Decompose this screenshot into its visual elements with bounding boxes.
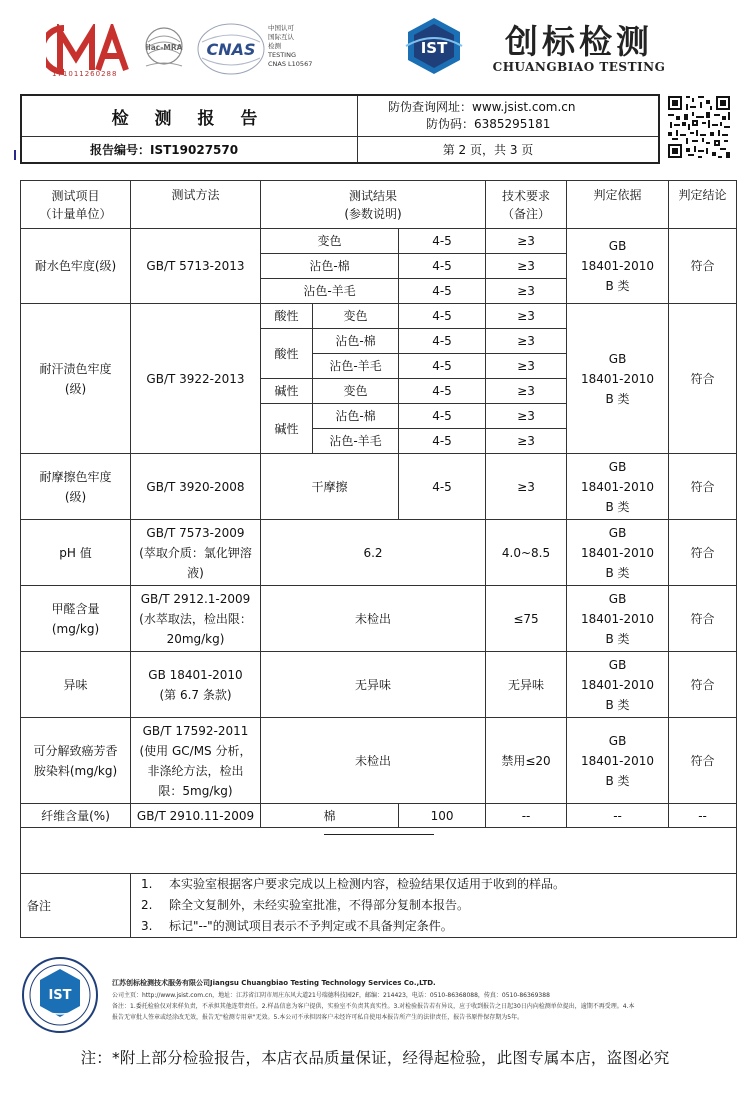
fiber-basis: -- (567, 804, 669, 828)
ph-item: pH 值 (21, 520, 131, 586)
rub-basis: GB 18401-2010 B 类 (567, 454, 669, 520)
brand-name-cn: 创标检测 (505, 22, 653, 61)
fiber-item: 纤维含量(%) (21, 804, 131, 828)
ph-basis: GB 18401-2010 B 类 (567, 520, 669, 586)
cnas-logo-text: CNAS (206, 40, 256, 59)
sweat-label: 沾色-羊毛 (313, 429, 399, 454)
header-method: 测试方法 (131, 181, 261, 229)
water-value: 4-5 (399, 229, 486, 254)
sweat-req: ≥3 (486, 404, 567, 429)
header-requirement: 技术要求 （备注） (486, 181, 567, 229)
water-conclusion: 符合 (669, 229, 737, 304)
list-item: 3. 标记"--"的测试项目表示不予判定或不具备判定条件。 (141, 919, 453, 933)
cma-number: 171011260288 (52, 70, 118, 78)
sweat-value: 4-5 (399, 379, 486, 404)
company-address: 公司主页：http://www.jsist.com.cn，地址：江苏省江阴市周庄东风大道21号瑞德科技园2F，邮编：214423，电话：0510-86368088，传真：0510-86369388 (112, 992, 550, 999)
ph-req: 4.0~8.5 (486, 520, 567, 586)
remarks-row (21, 874, 737, 938)
azo-req: 禁用≤20 (486, 718, 567, 804)
sweat-conclusion: 符合 (669, 304, 737, 454)
sweat-label: 沾色-棉 (313, 329, 399, 354)
sweat-value: 4-5 (399, 404, 486, 429)
formaldehyde-req: ≤75 (486, 586, 567, 652)
sweat-acid-cond: 酸性 (261, 304, 313, 329)
header-basis: 判定依据 (567, 181, 669, 229)
odor-value: 无异味 (261, 652, 486, 718)
ilac-mra-logo (138, 26, 190, 72)
sweat-basis: GB 18401-2010 B 类 (567, 304, 669, 454)
water-label: 沾色-羊毛 (261, 279, 399, 304)
table-row (21, 652, 737, 718)
cnas-line: TESTING (268, 51, 296, 59)
report-number: 报告编号：IST19027570 (22, 137, 358, 162)
sweat-value: 4-5 (399, 329, 486, 354)
brand-name-en: CHUANGBIAO TESTING (492, 60, 666, 74)
formaldehyde-item: 甲醛含量 (mg/kg) (21, 586, 131, 652)
odor-conclusion: 符合 (669, 652, 737, 718)
sweat-label: 变色 (313, 304, 399, 329)
company-details (112, 990, 635, 1023)
sweat-req: ≥3 (486, 304, 567, 329)
table-row (21, 304, 737, 329)
end-of-data-line (324, 834, 434, 835)
cma-logo (46, 24, 132, 76)
odor-item: 异味 (21, 652, 131, 718)
water-label: 变色 (261, 229, 399, 254)
ist-logo (402, 16, 466, 76)
report-title-box (20, 94, 660, 164)
water-basis: GB 18401-2010 B 类 (567, 229, 669, 304)
water-req: ≥3 (486, 254, 567, 279)
azo-value: 未检出 (261, 718, 486, 804)
table-row (21, 229, 737, 254)
odor-req: 无异味 (486, 652, 567, 718)
table-row (21, 520, 737, 586)
azo-method: GB/T 17592-2011 (使用 GC/MS 分析， 非涤纶方法，检出 限：5mg/kg) (131, 718, 261, 804)
header-conclusion: 判定结论 (669, 181, 737, 229)
edge-mark (14, 150, 16, 160)
cnas-line: 中国认可 (268, 24, 294, 32)
sweat-label: 沾色-棉 (313, 404, 399, 429)
water-value: 4-5 (399, 279, 486, 304)
sweat-alkali-cond: 碱性 (261, 404, 313, 454)
rub-method: GB/T 3920-2008 (131, 454, 261, 520)
ph-method: GB/T 7573-2009 (萃取介质：氯化钾溶 液) (131, 520, 261, 586)
company-seal (20, 955, 100, 1035)
sweat-req: ≥3 (486, 429, 567, 454)
sweat-value: 4-5 (399, 304, 486, 329)
formaldehyde-basis: GB 18401-2010 B 类 (567, 586, 669, 652)
odor-method: GB 18401-2010 (第 6.7 条款) (131, 652, 261, 718)
azo-item: 可分解致癌芳香 胺染料(mg/kg) (21, 718, 131, 804)
header-result: 测试结果 (参数说明) (261, 181, 486, 229)
remarks-content (131, 874, 737, 938)
verify-url: 防伪查询网址：www.jsist.com.cn (388, 100, 576, 114)
list-item: 2. 除全文复制外，未经实验室批准，不得部分复制本报告。 (141, 898, 470, 912)
ist-logo-text: IST (420, 39, 448, 57)
sweat-label: 沾色-羊毛 (313, 354, 399, 379)
table-header-row (21, 181, 737, 229)
formaldehyde-value: 未检出 (261, 586, 486, 652)
formaldehyde-conclusion: 符合 (669, 586, 737, 652)
azo-basis: GB 18401-2010 B 类 (567, 718, 669, 804)
sweat-req: ≥3 (486, 379, 567, 404)
ph-conclusion: 符合 (669, 520, 737, 586)
table-row (21, 586, 737, 652)
fine-print: 报告无审批人签章或经涂改无效，报告无"检测专用章"无效。5.本公司不承担因客户未经许可私自使用本报告所产生的法律责任，报告书原件保存期为5年。 (112, 1014, 524, 1021)
remarks-list (141, 874, 734, 937)
fiber-req: -- (486, 804, 567, 828)
fiber-value: 100 (399, 804, 486, 828)
table-row (21, 718, 737, 804)
fiber-method: GB/T 2910.11-2009 (131, 804, 261, 828)
fine-print: 备注：1.委托检验仅对来样负责，不承担其他连带责任。2.样品信息为客户提供，实验室不负责其真实性。3.对检验报告若有异议，应于收到报告之日起30日内向检测单位提出，逾期不再受理。4.本 (112, 1003, 635, 1010)
odor-basis: GB 18401-2010 B 类 (567, 652, 669, 718)
qr-code[interactable] (666, 94, 732, 160)
water-label: 沾色-棉 (261, 254, 399, 279)
table-row (21, 804, 737, 828)
page-indicator: 第 2 页，共 3 页 (442, 143, 534, 157)
cnas-caption (268, 24, 348, 69)
table-row (21, 454, 737, 520)
rub-req: ≥3 (486, 454, 567, 520)
rub-label: 干摩擦 (261, 454, 399, 520)
water-item: 耐水色牢度(级) (21, 229, 131, 304)
footer-note: 注：*附上部分检验报告，本店衣品质量保证，经得起检验，此图专属本店，盗图必究 (80, 1049, 670, 1067)
cnas-line: CNAS L10567 (268, 60, 313, 68)
sweat-value: 4-5 (399, 354, 486, 379)
company-name: 江苏创标检测技术服务有限公司Jiangsu Chuangbiao Testing Technology Services Co.,LTD. (112, 979, 436, 987)
sweat-method: GB/T 3922-2013 (131, 304, 261, 454)
verify-code: 防伪码：6385295181 (426, 117, 551, 131)
water-method: GB/T 5713-2013 (131, 229, 261, 304)
sweat-acid-cond: 酸性 (261, 329, 313, 379)
fiber-conclusion: -- (669, 804, 737, 828)
anti-fake-info (358, 96, 658, 137)
cnas-line: 检测 (268, 42, 281, 50)
report-title: 检 测 报 告 (22, 96, 358, 137)
cnas-line: 国际互认 (268, 33, 294, 41)
water-req: ≥3 (486, 229, 567, 254)
sweat-label: 变色 (313, 379, 399, 404)
formaldehyde-method: GB/T 2912.1-2009 (水萃取法，检出限： 20mg/kg) (131, 586, 261, 652)
water-value: 4-5 (399, 254, 486, 279)
list-item: 1. 本实验室根据客户要求完成以上检测内容，检验结果仅适用于收到的样品。 (141, 877, 566, 891)
azo-conclusion: 符合 (669, 718, 737, 804)
sweat-req: ≥3 (486, 354, 567, 379)
test-results-table (20, 180, 737, 938)
seal-text: IST (48, 988, 72, 1003)
remarks-label: 备注 (21, 874, 131, 938)
ph-value: 6.2 (261, 520, 486, 586)
rub-value: 4-5 (399, 454, 486, 520)
header-item: 测试项目 （计量单位） (21, 181, 131, 229)
sweat-alkali-cond: 碱性 (261, 379, 313, 404)
rub-conclusion: 符合 (669, 454, 737, 520)
ilac-text: ilac-MRA (145, 43, 183, 52)
sweat-item: 耐汗渍色牢度 (级) (21, 304, 131, 454)
sweat-req: ≥3 (486, 329, 567, 354)
water-req: ≥3 (486, 279, 567, 304)
cnas-logo (196, 22, 266, 76)
sweat-value: 4-5 (399, 429, 486, 454)
rub-item: 耐摩擦色牢度 (级) (21, 454, 131, 520)
fiber-label: 棉 (261, 804, 399, 828)
